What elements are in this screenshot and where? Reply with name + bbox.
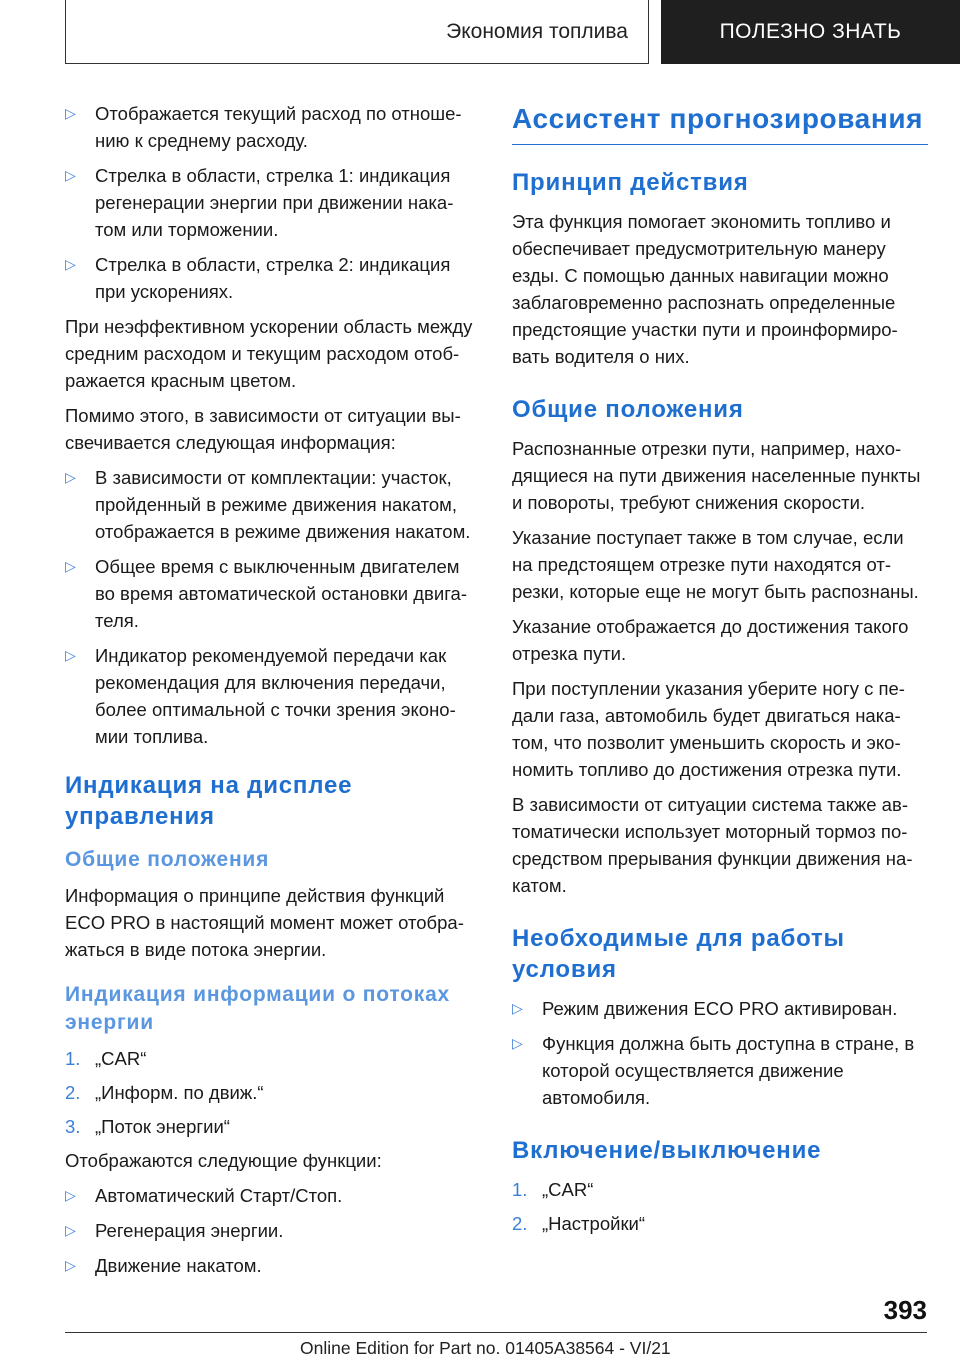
bullet-list	[65, 464, 477, 750]
triangle-bullet-icon: ▷	[65, 167, 76, 183]
edition-footer: Online Edition for Part no. 01405A38564 - VI/21	[300, 1338, 671, 1358]
subsection-heading: Индикация информации о потоках энергии	[65, 983, 451, 1034]
section-heading: Принцип действия	[512, 169, 749, 196]
bullet-list	[512, 995, 928, 1111]
section-heading: Необходимые для работы условия	[512, 925, 845, 983]
bullet-list	[65, 100, 477, 305]
list-item: ▷ Отображается текущий расход по отношению к среднему расходу.	[65, 100, 477, 154]
chapter-heading: Ассистент прогнозирования	[512, 103, 924, 134]
triangle-bullet-icon: ▷	[65, 1222, 76, 1238]
paragraph: Указание отображается до достижения такого отрезка пути.	[512, 616, 909, 664]
left-column	[65, 100, 477, 1287]
paragraph: Информация о принципе действия функций ECO PRO в настоящий момент может отображаться в виде потока энергии.	[65, 885, 464, 960]
section-heading: Общие положения	[512, 396, 744, 423]
list-item: 1. „CAR“	[65, 1048, 147, 1069]
paragraph: Распознанные отрезки пути, например, находящиеся на пути движения населенные пункты и повороты, требуют снижения скорости.	[512, 438, 921, 513]
subsection-heading: Общие положения	[65, 848, 270, 871]
list-item: 1. „CAR“	[512, 1179, 594, 1200]
list-item: ▷ Функция должна быть доступна в стране, в которой осуществляется движение автомобиля.	[512, 1030, 928, 1111]
page-number: 393	[883, 1295, 927, 1325]
list-item: ▷ Движение накатом.	[65, 1252, 477, 1279]
paragraph: Указание поступает также в том случае, если на предстоящем отрезке пути находятся отрезки, которые еще не могут быть распознаны.	[512, 527, 919, 602]
triangle-bullet-icon: ▷	[65, 256, 76, 272]
triangle-bullet-icon: ▷	[65, 558, 76, 574]
list-item: ▷ Автоматический Старт/Стоп.	[65, 1182, 477, 1209]
triangle-bullet-icon: ▷	[512, 1035, 523, 1051]
list-item: 3. „Поток энергии“	[65, 1116, 230, 1137]
header-section-tab	[65, 0, 649, 64]
footer-divider	[65, 1332, 927, 1333]
triangle-bullet-icon: ▷	[65, 1257, 76, 1273]
triangle-bullet-icon: ▷	[65, 1187, 76, 1203]
list-item: ▷ Регенерация энергии.	[65, 1217, 477, 1244]
list-item: ▷ В зависимости от комплектации: участок, пройденный в режиме движения накатом, отображается в режиме движения накатом.	[65, 464, 477, 545]
list-item: 2. „Информ. по движ.“	[65, 1082, 264, 1103]
list-item: 2. „Настройки“	[512, 1213, 646, 1234]
list-item: ▷ Общее время с выключенным двигателем во время автоматической остановки двигателя.	[65, 553, 477, 634]
header-chapter-title: ПОЛЕЗНО ЗНАТЬ	[719, 20, 902, 43]
numbered-list	[65, 1045, 477, 1140]
list-item: ▷ Стрелка в области, стрелка 2: индикация при ускорениях.	[65, 251, 477, 305]
list-item: ▷ Режим движения ECO PRO активирован.	[512, 995, 928, 1022]
triangle-bullet-icon: ▷	[512, 1000, 523, 1016]
paragraph: Отображаются следующие функции:	[65, 1150, 382, 1171]
list-item: ▷ Стрелка в области, стрелка 1: индикация регенерации энергии при движении накатом или торможении.	[65, 162, 477, 243]
triangle-bullet-icon: ▷	[65, 647, 76, 663]
header-chapter-tab	[661, 0, 960, 64]
right-column	[512, 100, 928, 1244]
numbered-list	[512, 1176, 928, 1237]
triangle-bullet-icon: ▷	[65, 105, 76, 121]
chapter-heading-block	[512, 100, 928, 145]
list-item: ▷ Индикатор рекомендуемой передачи как рекомендация для включения передачи, более оптимальной с точки зрения экономии топлива.	[65, 642, 477, 750]
triangle-bullet-icon: ▷	[65, 469, 76, 485]
paragraph: При поступлении указания уберите ногу с педали газа, автомобиль будет двигаться накатом, что позволит уменьшить скорость и экономить топливо до достижения отрезка пути.	[512, 678, 905, 780]
section-heading: Индикация на дисплее управления	[65, 772, 353, 830]
header-section-title: Экономия топлива	[446, 19, 628, 43]
section-heading: Включение/выключение	[512, 1137, 822, 1164]
paragraph: При неэффективном ускорении область между средним расходом и текущим расходом отображается красным цветом.	[65, 316, 473, 391]
paragraph: Эта функция помогает экономить топливо и обеспечивает предусмотрительную манеру езды. С помощью данных навигации можно заблаговременно распознать определенные предстоящие участки пути и проинформировать водителя о них.	[512, 211, 898, 367]
paragraph: Помимо этого, в зависимости от ситуации высвечивается следующая информация:	[65, 405, 461, 453]
bullet-list	[65, 1182, 477, 1279]
paragraph: В зависимости от ситуации система также автоматически использует моторный тормоз посредством прерывания функции движения накатом.	[512, 794, 913, 896]
